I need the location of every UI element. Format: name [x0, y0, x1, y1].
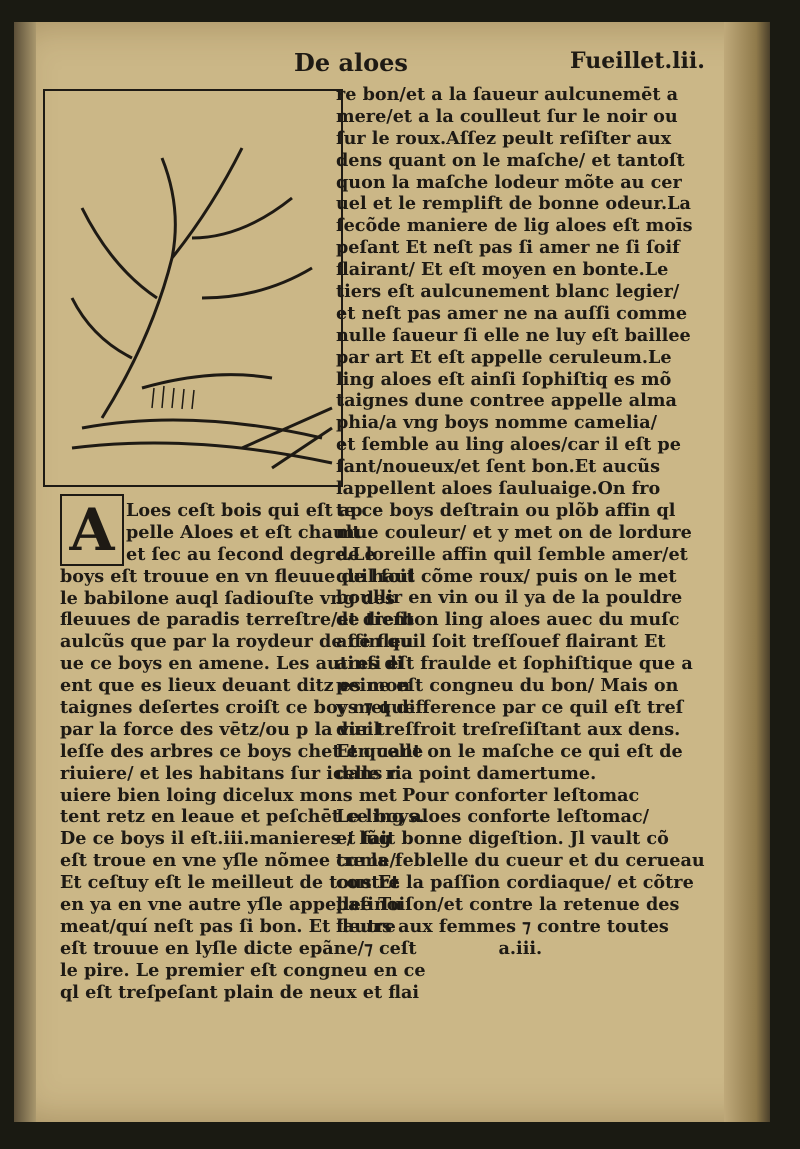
- text-line: par la force des vētz/ou p la vieil: [60, 718, 381, 740]
- text-line: eſt troue en vne yſle nõmee cume/: [60, 850, 396, 872]
- text-line: fleuues de paradis terreſtre/et dient: [60, 609, 414, 631]
- text-line: de loreille affin quil ſemble amer/et: [336, 543, 688, 565]
- text-line: mere/et a la coulleut ſur le noir ou: [336, 105, 678, 127]
- binding-gutter: [14, 22, 36, 1122]
- text-line: re bon/et a la ſaueur aulcunemēt a: [336, 84, 678, 105]
- text-line: tent retz en leaue et peſchēt ce boys.: [60, 806, 425, 828]
- text-line: boullir en vin ou il ya de la pouldre: [336, 587, 683, 609]
- text-line: en ya en vne autre yſle appellee Tu: [60, 894, 403, 916]
- text-line: tre la feblelle du cueur et du cerueau: [336, 850, 705, 872]
- text-line: taignes dune contree appelle alma: [336, 390, 677, 412]
- text-line: Loes ceſt bois qui eſt ap: [126, 500, 363, 521]
- text-line: ſecõde maniere de lig aloes eſt moīs: [336, 215, 693, 237]
- text-line: et fait bonne digeſtion. Jl vault cõ: [336, 828, 669, 850]
- text-line: fleurs aux femmes ⁊ contre toutes: [336, 915, 669, 937]
- folio-number: Fueillet.lii.: [570, 48, 705, 74]
- text-line: Et ceſtuy eſt le meilleut de tous Et: [60, 872, 400, 894]
- text-line: ent que es lieux deuant ditz es mon: [60, 675, 411, 697]
- section-heading: Pour conforter leſtomac: [402, 784, 640, 806]
- text-line: de treſbon ling aloes auec du muſc: [336, 609, 680, 631]
- text-line: peſant Et neſt pas ſi amer ne ſi ſoif: [336, 237, 680, 259]
- text-line: quil ſoit cõme roux/ puis on le met: [336, 565, 677, 587]
- text-line: phia/a vng boys nomme camelia/: [336, 412, 658, 434]
- text-line: taignes deſertes croiſt ce boys ⁊ que: [60, 697, 416, 719]
- woodcut-illustration: [42, 88, 344, 488]
- text-line: affin quil ſoit treſſouef flairant Et: [336, 631, 666, 653]
- text-line: eſt trouue en lyſle dicte epãne/⁊ ceſt: [60, 937, 417, 959]
- text-line: mue couleur/ et y met on de lordure: [336, 521, 692, 543]
- text-line: par art Et eſt appelle ceruleum.Le: [336, 346, 672, 368]
- text-line: peine eſt congneu du bon/ Mais on: [336, 675, 679, 697]
- text-line: pelle Aloes et eſt chault: [126, 521, 361, 543]
- text-line: Le ling aloes conforte leſtomac/: [336, 806, 650, 828]
- text-line: boys eſt trouue en vn fleuue de haul: [60, 565, 415, 587]
- text-line: meat/quí neſt pas ſi bon. Et lautre: [60, 915, 396, 937]
- signature-mark: a.iii.: [498, 937, 543, 959]
- text-line: contre la paſſion cordiaque/ et cõtre: [336, 872, 694, 894]
- text-line: ainſi eſt fraulde et ſophiſtique que a: [336, 653, 693, 675]
- right-column-text: [336, 84, 705, 960]
- text-line: et ſemble au ling aloes/car il eſt pe: [336, 434, 681, 456]
- text-line: dens quant on le maſche/ et tantoſt: [336, 149, 685, 171]
- text-line: riuiere/ et les habitans ſur icelle ri: [60, 762, 402, 784]
- text-line: ſur le roux.Aſſez peult reſiſter aux: [336, 127, 672, 149]
- text-line: ſant/noueux/et ſent bon.Et aucũs: [336, 456, 660, 478]
- text-line: le babilone auql ſadiouſte vng des: [60, 587, 395, 609]
- text-line: dans na point damertume.: [336, 762, 597, 784]
- text-line: ling aloes eſt ainſi ſophiſtiq es mõ: [336, 368, 672, 390]
- text-line: lappellent aloes ſauluaige.On fro: [336, 478, 661, 500]
- book-page: [14, 22, 770, 1122]
- drop-cap-letter: A: [69, 496, 115, 564]
- text-line: nulle ſaueur ſi elle ne luy eſt baillee: [336, 324, 691, 346]
- text-line: leſſe des arbres ce boys chet en celle: [60, 740, 424, 762]
- text-line: te ce boys deſtrain ou plõb affin ql: [336, 499, 676, 521]
- text-line: quon la maſche lodeur mõte au cer: [336, 171, 682, 193]
- text-line: et neſt pas amer ne na auſſi comme: [336, 302, 688, 324]
- text-line: uel et le remplift de bonne odeur.La: [336, 193, 691, 215]
- running-head: De aloes: [294, 48, 408, 77]
- text-line: et ſec au ſecond degre.Le: [126, 543, 376, 565]
- text-line: uiere bien loing dicelux mons met: [60, 784, 397, 806]
- text-line: paſinoiſon/et contre la retenue des: [336, 893, 680, 915]
- text-line: Et quant on le maſche ce qui eſt de: [336, 740, 683, 762]
- text-line: ue ce boys en amene. Les autres di: [60, 653, 404, 675]
- text-line: flairant/ Et eſt moyen en bonte.Le: [336, 259, 669, 281]
- text-line: De ce boys il eſt.iii.manieres / lũg: [60, 828, 392, 850]
- text-line: dur treſfroit treſreſiſtant aux dens.: [336, 718, 681, 740]
- text-line: ql eſt treſpeſant plain de neux et flai: [60, 981, 420, 1003]
- text-line: aulcũs que par la roydeur de ce fleu: [60, 631, 414, 653]
- page-edge: [724, 22, 770, 1122]
- text-line: tiers eſt aulcunement blanc legier/: [336, 281, 680, 303]
- text-line: y met difference par ce quil eſt treſ: [336, 696, 684, 718]
- text-line: le pire. Le premier eſt congneu en ce: [60, 959, 426, 981]
